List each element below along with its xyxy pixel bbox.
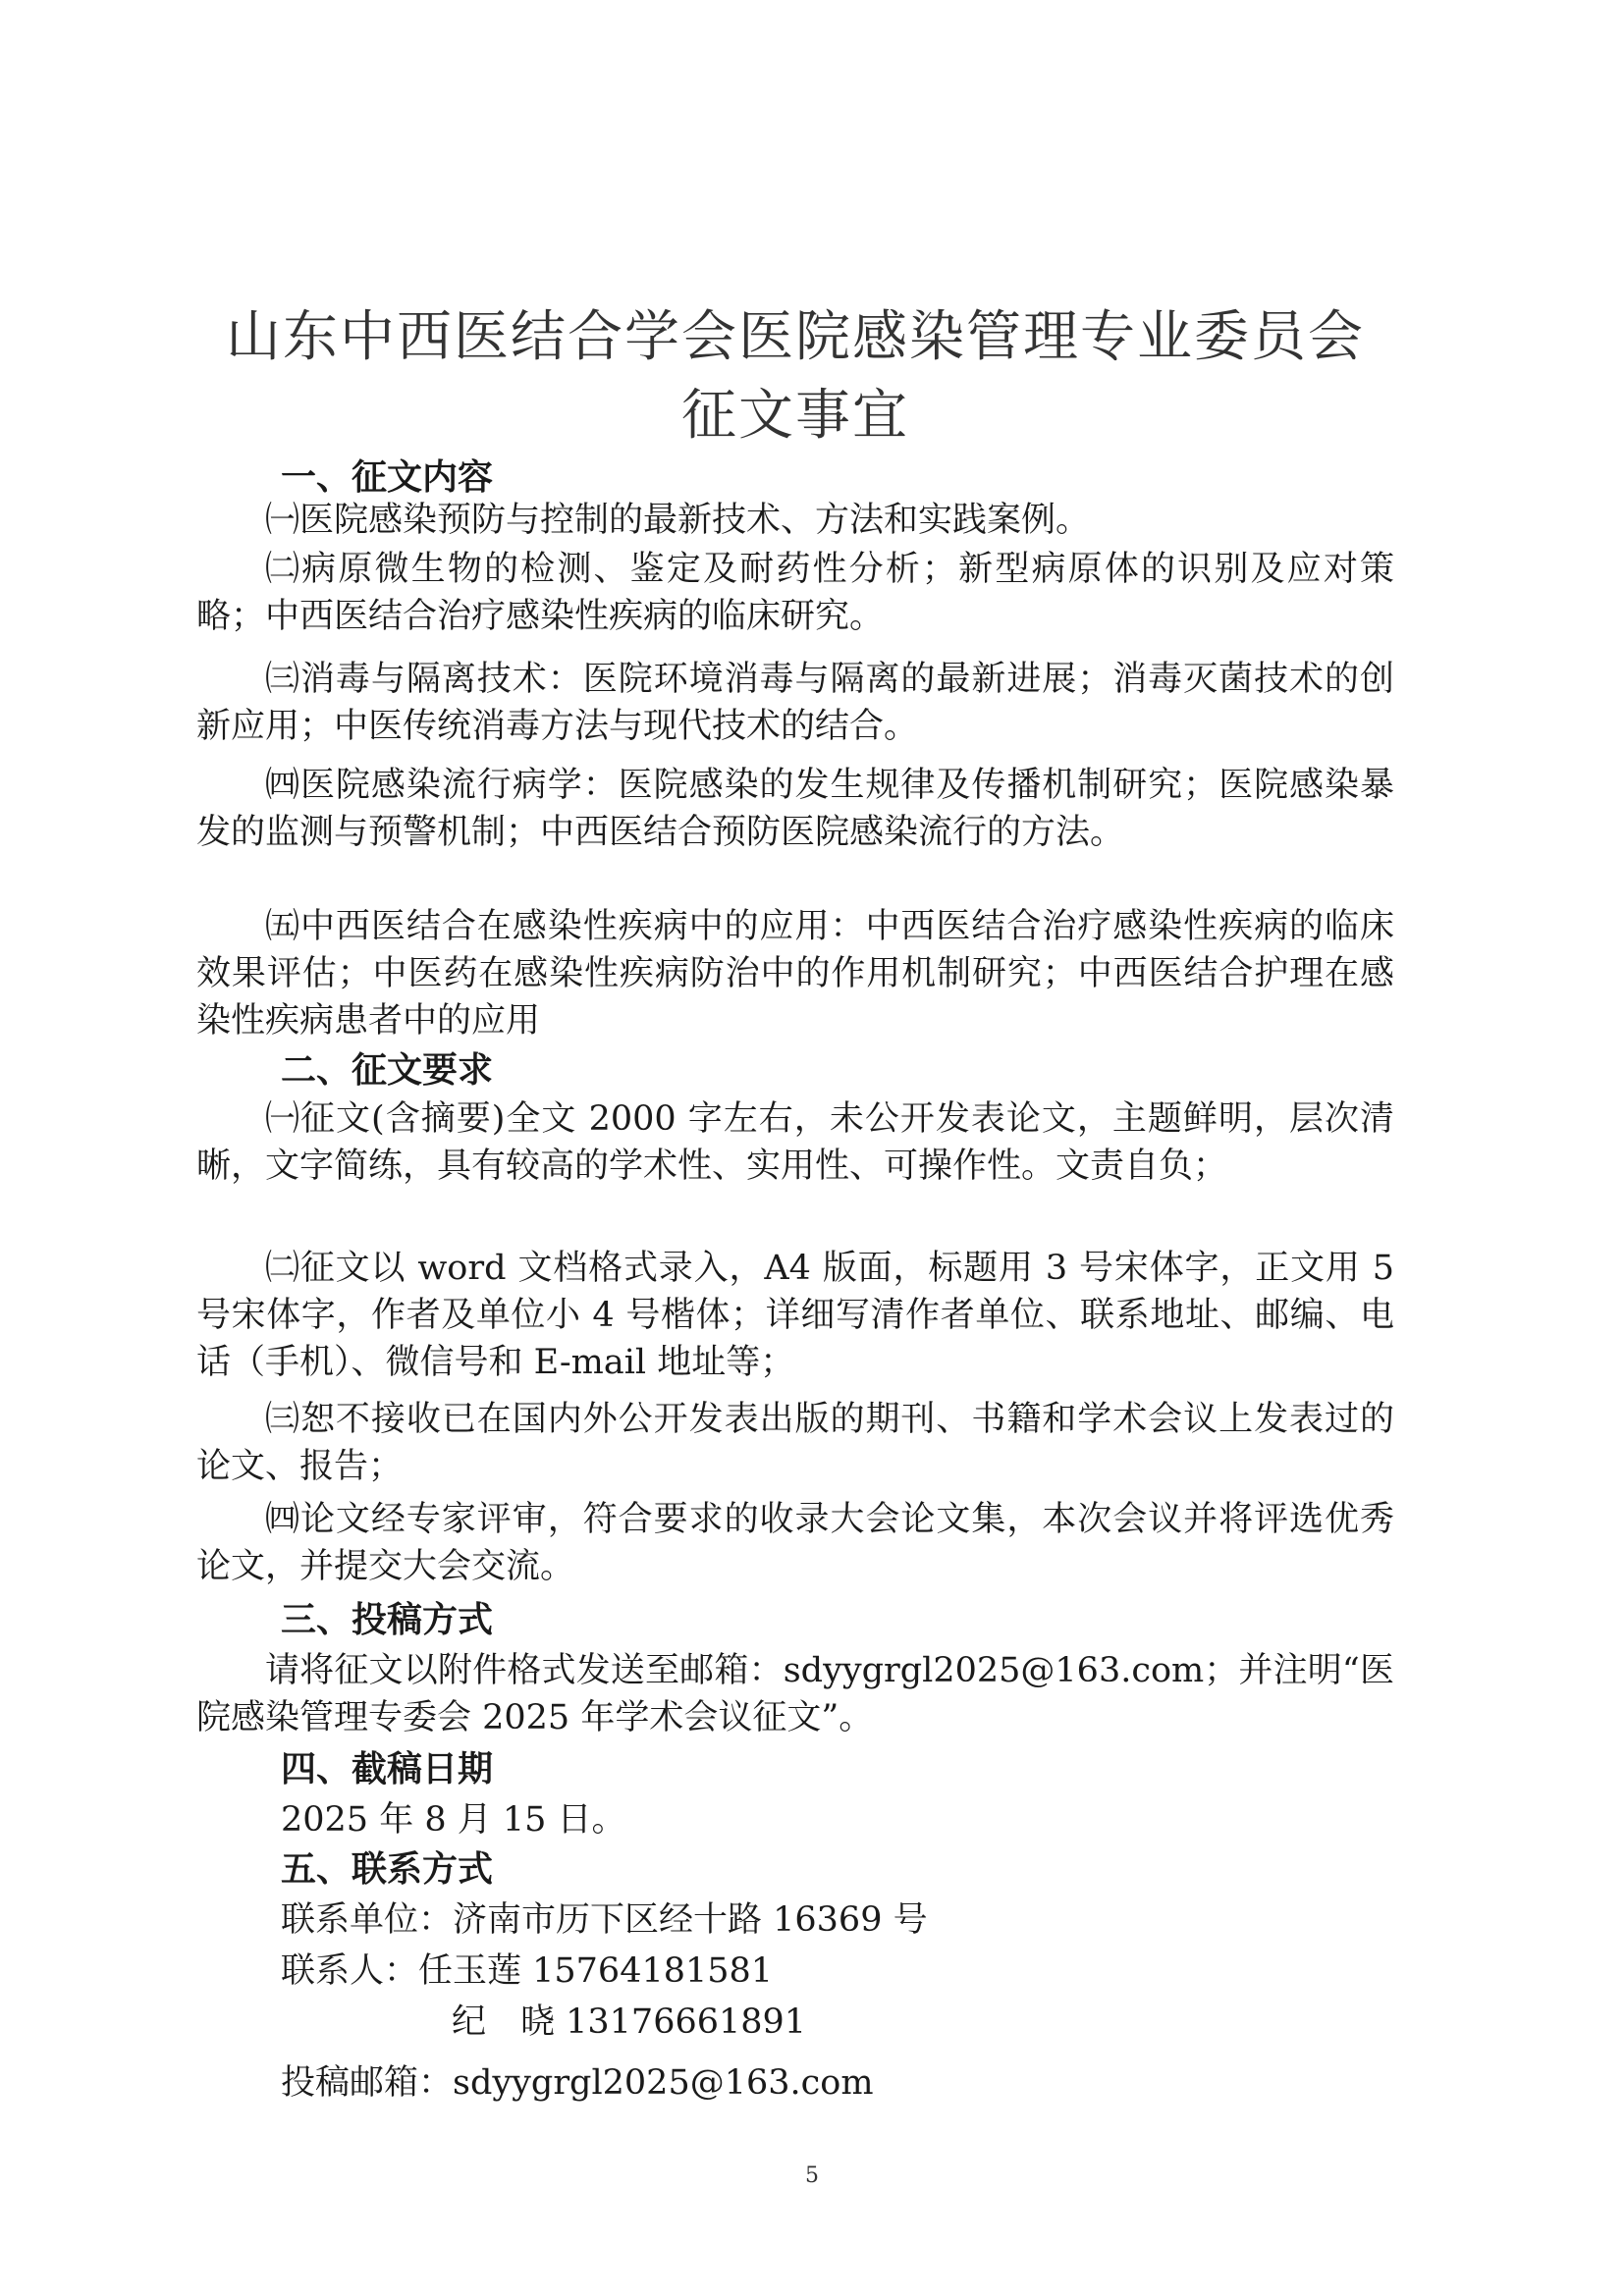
requirements-paragraph-2: ㈡征文以 word 文档格式录入，A4 版面，标题用 3 号宋体字，正文用 5 号宋体字，作者及单位小 4 号楷体；详细写清作者单位、联系地址、邮编、电话（手机）、微信号和 E-mail 地址等； — [196, 1249, 1394, 1382]
document-title-line-2: 征文事宜 — [681, 384, 909, 448]
content-paragraph-4: ㈣医院感染流行病学：医院感染的发生规律及传播机制研究；医院感染暴发的监测与预警机制；中西医结合预防医院感染流行的方法。 — [196, 766, 1394, 852]
section-heading-deadline: 四、截稿日期 — [281, 1749, 494, 1789]
page-number: 5 — [805, 2163, 819, 2188]
document-title-line-1: 山东中西医结合学会医院感染管理专业委员会 — [226, 305, 1365, 369]
section-heading-submission: 三、投稿方式 — [281, 1600, 494, 1640]
contact-unit: 联系单位：济南市历下区经十路 16369 号 — [281, 1900, 928, 1940]
contact-email: 投稿邮箱：sdyygrgl2025@163.com — [281, 2063, 874, 2103]
section-heading-requirements: 二、征文要求 — [281, 1050, 494, 1091]
requirements-paragraph-4: ㈣论文经专家评审，符合要求的收录大会论文集，本次会议并将评选优秀论文，并提交大会交流。 — [196, 1500, 1394, 1586]
content-paragraph-2: ㈡病原微生物的检测、鉴定及耐药性分析；新型病原体的识别及应对策略；中西医结合治疗感染性疾病的临床研究。 — [196, 550, 1394, 636]
content-paragraph-3: ㈢消毒与隔离技术：医院环境消毒与隔离的最新进展；消毒灭菌技术的创新应用；中医传统消毒方法与现代技术的结合。 — [196, 660, 1394, 746]
content-paragraph-1: ㈠医院感染预防与控制的最新技术、方法和实践案例。 — [265, 501, 1091, 540]
section-heading-content: 一、征文内容 — [281, 457, 494, 498]
requirements-paragraph-3: ㈢恕不接收已在国内外公开发表出版的期刊、书籍和学术会议上发表过的论文、报告； — [196, 1400, 1394, 1486]
contact-person-2: 纪 晓 13176661891 — [452, 2002, 807, 2042]
content-paragraph-5: ㈤中西医结合在感染性疾病中的应用：中西医结合治疗感染性疾病的临床效果评估；中医药在感染性疾病防治中的作用机制研究；中西医结合护理在感染性疾病患者中的应用 — [196, 907, 1394, 1041]
deadline-date: 2025 年 8 月 15 日。 — [281, 1800, 626, 1840]
submission-paragraph: 请将征文以附件格式发送至邮箱：sdyygrgl2025@163.com；并注明“医院感染管理专委会 2025 年学术会议征文”。 — [196, 1651, 1394, 1737]
requirements-paragraph-1: ㈠征文(含摘要)全文 2000 字左右，未公开发表论文，主题鲜明，层次清晰，文字简练，具有较高的学术性、实用性、可操作性。文责自负； — [196, 1099, 1394, 1186]
contact-person-1: 联系人：任玉莲 15764181581 — [281, 1951, 774, 1991]
section-heading-contact: 五、联系方式 — [281, 1849, 494, 1890]
